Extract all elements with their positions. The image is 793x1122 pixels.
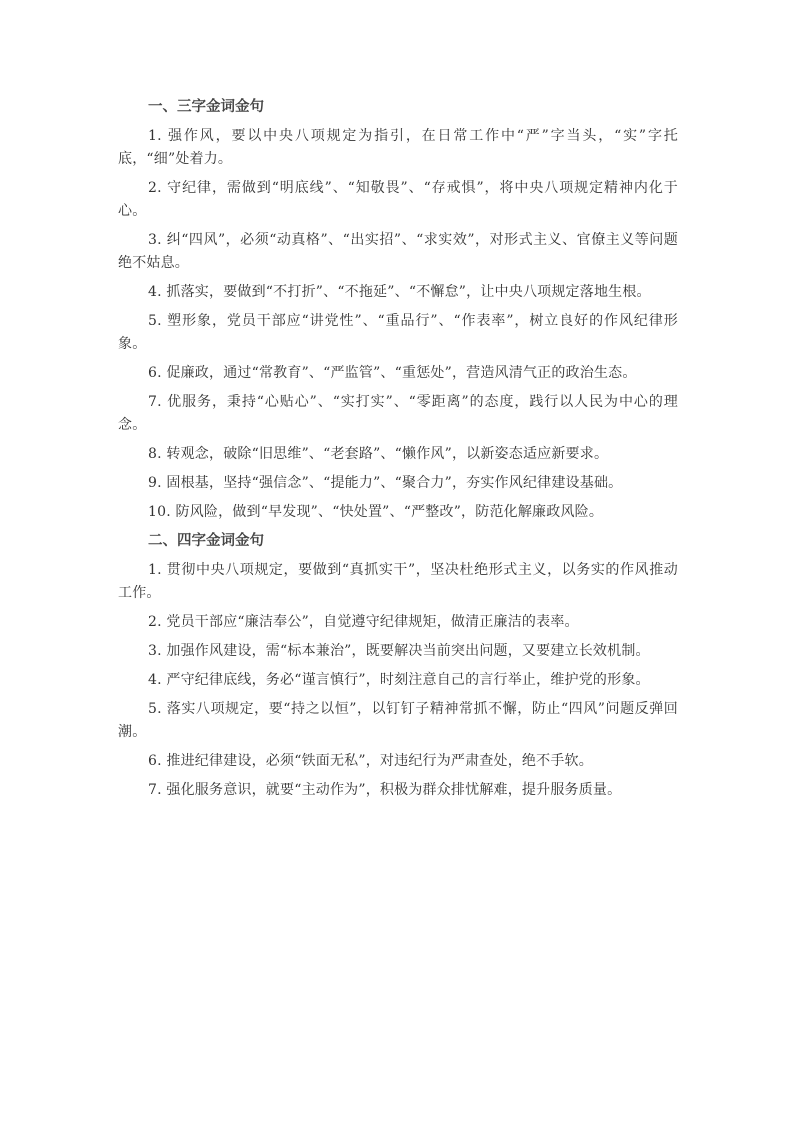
list-item: 9. 固根基，坚持“强信念”、“提能力”、“聚合力”，夯实作风纪律建设基础。 — [148, 475, 623, 491]
list-item: 5. 塑形象，党员干部应“讲党性”、“重品行”、“作表率”，树立良好的作风纪律形象。 — [118, 313, 678, 352]
list-item: 7. 强化服务意识，就要“主动作为”，积极为群众排忧解难，提升服务质量。 — [148, 782, 622, 798]
list-item: 2. 党员干部应“廉洁奉公”，自觉遵守纪律规矩，做清正廉洁的表率。 — [148, 614, 579, 630]
list-item: 4. 抓落实，要做到“不打折”、“不拖延”、“不懈怠”，让中央八项规定落地生根。 — [148, 284, 651, 300]
document-page — [118, 96, 678, 808]
list-item: 8. 转观念，破除“旧思维”、“老套路”、“懒作风”，以新姿态适应新要求。 — [148, 446, 609, 462]
section-three-char — [118, 96, 678, 524]
list-item: 5. 落实八项规定，要“持之以恒”，以钉钉子精神常抓不懈，防止“四风”问题反弹回潮。 — [118, 701, 678, 740]
section-title: 一、三字金词金句 — [148, 99, 264, 115]
list-item: 1. 贯彻中央八项规定，要做到“真抓实干”，坚决杜绝形式主义，以务实的作风推动工作。 — [118, 562, 678, 601]
section-title: 二、四字金词金句 — [148, 533, 264, 549]
section-four-char — [118, 530, 678, 802]
list-item: 2. 守纪律，需做到“明底线”、“知敬畏”、“存戒惧”，将中央八项规定精神内化于心。 — [118, 180, 678, 219]
list-item: 4. 严守纪律底线，务必“谨言慎行”，时刻注意自己的言行举止，维护党的形象。 — [148, 672, 650, 688]
list-item: 6. 推进纪律建设，必须“铁面无私”，对违纪行为严肃查处，绝不手软。 — [148, 753, 593, 769]
list-item: 3. 加强作风建设，需“标本兼治”，既要解决当前突出问题，又要建立长效机制。 — [148, 643, 650, 659]
list-item: 10. 防风险，做到“早发现”、“快处置”、“严整改”，防范化解廉政风险。 — [148, 504, 604, 520]
list-item: 3. 纠“四风”，必须“动真格”、“出实招”、“求实效”，对形式主义、官僚主义等问题绝不姑息。 — [118, 232, 678, 271]
list-item: 1. 强作风，要以中央八项规定为指引，在日常工作中“严”字当头，“实”字托底，“细”处着力。 — [118, 128, 678, 167]
list-item: 7. 优服务，秉持“心贴心”、“实打实”、“零距离”的态度，践行以人民为中心的理念。 — [118, 394, 678, 433]
list-item: 6. 促廉政，通过“常教育”、“严监管”、“重惩处”，营造风清气正的政治生态。 — [148, 365, 637, 381]
